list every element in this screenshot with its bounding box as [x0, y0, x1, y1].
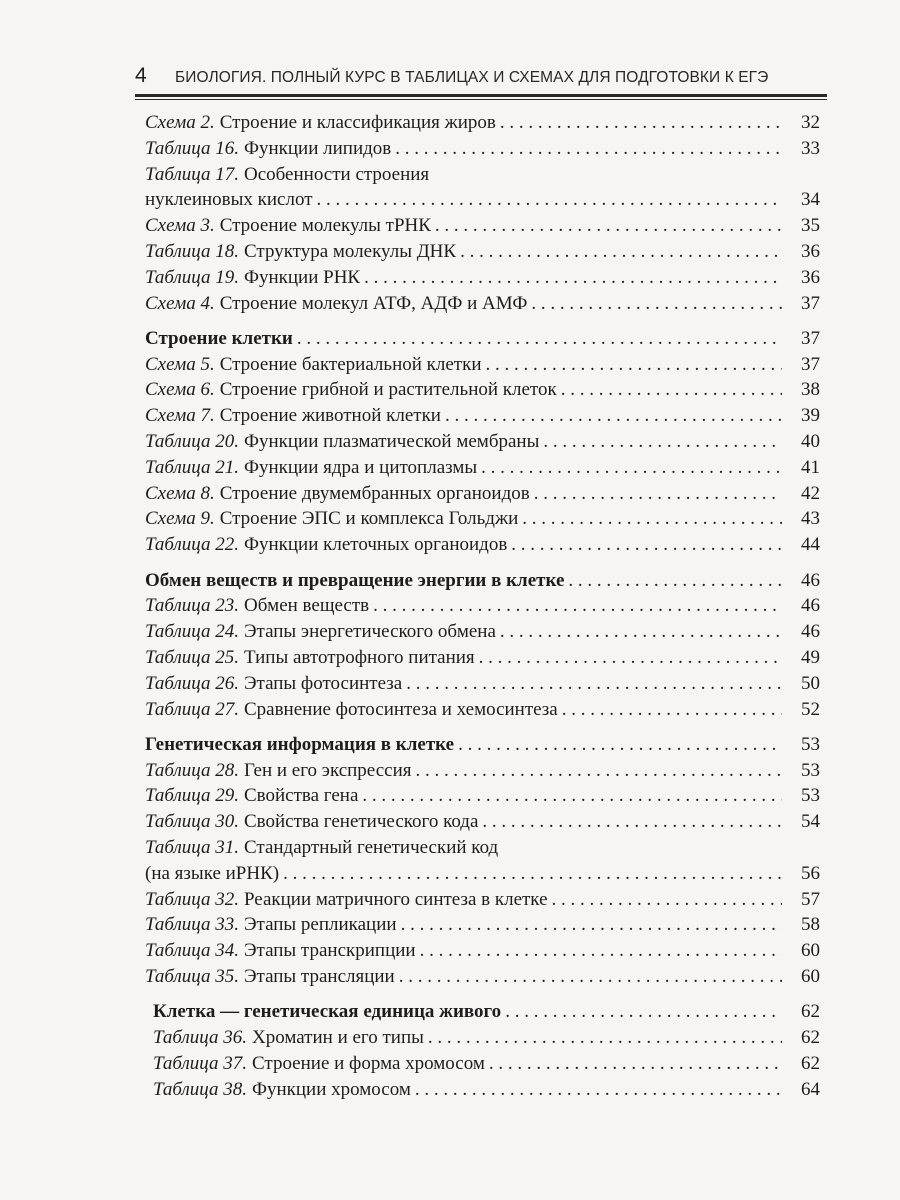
page-ref: 33 [801, 137, 820, 159]
entry-label: Таблица 37. [153, 1052, 247, 1074]
entry-label: Схема 9. [145, 508, 215, 530]
toc-entry [145, 966, 820, 992]
page-ref: 62 [801, 1001, 820, 1023]
toc-entry [145, 673, 820, 699]
page-ref: 53 [801, 733, 820, 755]
entry-label: Таблица 29. [145, 785, 239, 807]
entry-label: Схема 4. [145, 292, 215, 314]
toc-entry [145, 760, 820, 786]
page-ref: 38 [801, 379, 820, 401]
dot-leader [552, 889, 782, 911]
page-ref: 46 [801, 595, 820, 617]
entry-title: Строение и классификация жиров [219, 112, 496, 133]
dot-leader [399, 966, 782, 988]
entry-title: Ген и его экспрессия [243, 759, 412, 781]
toc-entry [145, 1027, 820, 1053]
header-rule-thick [135, 94, 827, 97]
dot-leader [534, 483, 782, 505]
entry-label: Таблица 22. [145, 534, 239, 556]
entry-title: Этапы репликации [243, 914, 397, 936]
toc-entry [145, 940, 820, 966]
page-ref: 50 [801, 672, 820, 694]
entry-title: Функции ядра и цитоплазмы [243, 456, 478, 478]
toc-section [145, 734, 820, 760]
entry-label: Таблица 31. [145, 837, 239, 859]
page-ref: 57 [801, 888, 820, 910]
entry-title: Функции плазматической мембраны [243, 431, 540, 453]
entry-label: Таблица 33. [145, 914, 239, 936]
dot-leader [500, 621, 782, 643]
entry-title: Хроматин и его типы [251, 1027, 424, 1049]
entry-label: Таблица 38. [153, 1078, 247, 1100]
toc-section [145, 1001, 820, 1027]
dot-leader [481, 457, 782, 479]
entry-title: Генетическая информация в клетке [145, 733, 455, 755]
page-ref: 44 [801, 534, 820, 556]
entry-title: Типы автотрофного питания [243, 646, 475, 668]
page-ref: 62 [801, 1027, 820, 1049]
dot-leader [562, 699, 782, 721]
dot-leader [511, 534, 782, 556]
page-number: 4 [135, 64, 147, 87]
toc-entry [145, 164, 820, 190]
page-ref: 49 [801, 646, 820, 668]
page-ref: 60 [801, 940, 820, 962]
dot-leader [561, 379, 782, 401]
running-header [135, 64, 827, 90]
dot-leader [568, 570, 782, 592]
toc-entry [145, 267, 820, 293]
toc-entry [145, 621, 820, 647]
dot-leader [364, 267, 782, 289]
toc-section [145, 328, 820, 354]
entry-title: Реакции матричного синтеза в клетке [243, 888, 548, 910]
entry-title: Обмен веществ и превращение энергии в клетке [145, 569, 565, 591]
dot-leader [543, 431, 782, 453]
toc-entry [145, 785, 820, 811]
toc-entry [145, 457, 820, 483]
dot-leader [479, 647, 782, 669]
entry-label: Таблица 24. [145, 621, 239, 643]
entry-title: Сравнение фотосинтеза и хемосинтеза [243, 698, 558, 720]
dot-leader [420, 940, 782, 962]
toc-entry [145, 647, 820, 673]
toc-entry [145, 405, 820, 431]
entry-label: Таблица 28. [145, 759, 239, 781]
table-of-contents [145, 112, 820, 1104]
toc-entry [145, 215, 820, 241]
dot-leader [489, 1053, 782, 1075]
entry-label: Таблица 30. [145, 811, 239, 833]
page-ref: 64 [801, 1078, 820, 1100]
entry-label: Схема 5. [145, 353, 215, 375]
toc-section [145, 570, 820, 596]
page-ref: 37 [801, 292, 820, 314]
toc-entry [145, 354, 820, 380]
entry-label: Таблица 16. [145, 137, 239, 159]
entry-title: Функции липидов [243, 137, 392, 159]
page-ref: 32 [801, 112, 820, 133]
entry-title: Этапы энергетического обмена [243, 621, 496, 643]
toc-entry [145, 189, 820, 215]
page-ref: 42 [801, 482, 820, 504]
entry-title: Этапы фотосинтеза [243, 672, 403, 694]
dot-leader [283, 863, 782, 885]
entry-label: Таблица 32. [145, 888, 239, 910]
entry-title: Строение клетки [145, 327, 293, 349]
entry-title: Обмен веществ [243, 595, 370, 617]
toc-entry [145, 508, 820, 534]
toc-entry [145, 112, 820, 138]
dot-leader [435, 215, 782, 237]
entry-label: Таблица 20. [145, 431, 239, 453]
dot-leader [500, 112, 782, 134]
entry-title: Функции РНК [243, 266, 361, 288]
dot-leader [362, 785, 782, 807]
page-ref: 43 [801, 508, 820, 530]
entry-title: Структура молекулы ДНК [243, 240, 457, 262]
header-rule-thin [135, 99, 827, 100]
entry-label: Схема 2. [145, 112, 215, 133]
dot-leader [458, 734, 782, 756]
dot-leader [482, 811, 782, 833]
page-ref: 53 [801, 759, 820, 781]
entry-title: Строение ЭПС и комплекса Гольджи [219, 508, 519, 530]
toc-entry [145, 1053, 820, 1079]
dot-leader [428, 1027, 782, 1049]
dot-leader [486, 354, 782, 376]
entry-title: Строение двумембранных органоидов [219, 482, 530, 504]
page-ref: 41 [801, 456, 820, 478]
toc-entry [145, 483, 820, 509]
toc-entry [145, 837, 820, 863]
entry-label: Схема 6. [145, 379, 215, 401]
entry-label: Схема 3. [145, 215, 215, 237]
entry-title: Клетка — генетическая единица живого [153, 1001, 502, 1023]
dot-leader [401, 914, 782, 936]
dot-leader [415, 1079, 782, 1101]
book-title: БИОЛОГИЯ. ПОЛНЫЙ КУРС В ТАБЛИЦАХ И СХЕМАХ ДЛЯ ПОДГОТОВКИ К ЕГЭ [175, 69, 769, 86]
toc-entry [145, 889, 820, 915]
toc-entry [145, 379, 820, 405]
toc-entry [145, 138, 820, 164]
entry-title: нуклеиновых кислот [145, 189, 313, 211]
dot-leader [406, 673, 782, 695]
dot-leader [373, 595, 782, 617]
entry-title: Строение молекул АТФ, АДФ и АМФ [219, 292, 528, 314]
toc-entry [145, 293, 820, 319]
toc-entry [145, 595, 820, 621]
entry-label: Таблица 26. [145, 672, 239, 694]
entry-title: Свойства гена [243, 785, 359, 807]
dot-leader [445, 405, 782, 427]
entry-label: Таблица 27. [145, 698, 239, 720]
entry-label: Схема 7. [145, 405, 215, 427]
entry-title: Строение животной клетки [219, 405, 441, 427]
dot-leader [297, 328, 782, 350]
dot-leader [416, 760, 783, 782]
entry-label: Таблица 25. [145, 646, 239, 668]
entry-label: Таблица 21. [145, 456, 239, 478]
entry-title: Особенности строения [243, 163, 430, 185]
entry-label: Таблица 18. [145, 240, 239, 262]
entry-title: Строение грибной и растительной клеток [219, 379, 557, 401]
page-ref: 39 [801, 405, 820, 427]
dot-leader [505, 1001, 782, 1023]
toc-entry [145, 431, 820, 457]
toc-entry [145, 241, 820, 267]
toc-entry [145, 1079, 820, 1105]
page-ref: 52 [801, 698, 820, 720]
entry-title: Стандартный генетический код [243, 837, 499, 859]
page-ref: 62 [801, 1052, 820, 1074]
page-ref: 46 [801, 569, 820, 591]
page-ref: 37 [801, 353, 820, 375]
page-ref: 36 [801, 266, 820, 288]
page-ref: 53 [801, 785, 820, 807]
dot-leader [317, 189, 782, 211]
entry-title: Функции клеточных органоидов [243, 534, 508, 556]
entry-title: Функции хромосом [251, 1078, 411, 1100]
entry-label: Таблица 35. [145, 966, 239, 987]
entry-label: Таблица 23. [145, 595, 239, 617]
entry-title: Этапы трансляции [243, 966, 395, 987]
dot-leader [395, 138, 782, 160]
entry-label: Схема 8. [145, 482, 215, 504]
page-ref: 54 [801, 811, 820, 833]
entry-label: Таблица 34. [145, 940, 239, 962]
toc-entry [145, 534, 820, 560]
entry-title: Этапы транскрипции [243, 940, 416, 962]
toc-entry [145, 699, 820, 725]
dot-leader [522, 508, 782, 530]
entry-title: Строение и форма хромосом [251, 1052, 485, 1074]
entry-title: Строение бактериальной клетки [219, 353, 482, 375]
page-ref: 34 [801, 189, 820, 211]
page-ref: 36 [801, 240, 820, 262]
toc-entry [145, 914, 820, 940]
dot-leader [460, 241, 782, 263]
dot-leader [531, 293, 782, 315]
entry-title: Свойства генетического кода [243, 811, 479, 833]
page-ref: 60 [801, 966, 820, 987]
page-ref: 56 [801, 862, 820, 884]
toc-entry [145, 811, 820, 837]
toc-entry [145, 863, 820, 889]
page-ref: 46 [801, 621, 820, 643]
entry-label: Таблица 19. [145, 266, 239, 288]
page-ref: 35 [801, 215, 820, 237]
page-ref: 37 [801, 327, 820, 349]
entry-label: Таблица 36. [153, 1027, 247, 1049]
page-ref: 40 [801, 431, 820, 453]
page-ref: 58 [801, 914, 820, 936]
entry-title: Строение молекулы тРНК [219, 215, 431, 237]
entry-title: (на языке иРНК) [145, 862, 280, 884]
entry-label: Таблица 17. [145, 163, 239, 185]
